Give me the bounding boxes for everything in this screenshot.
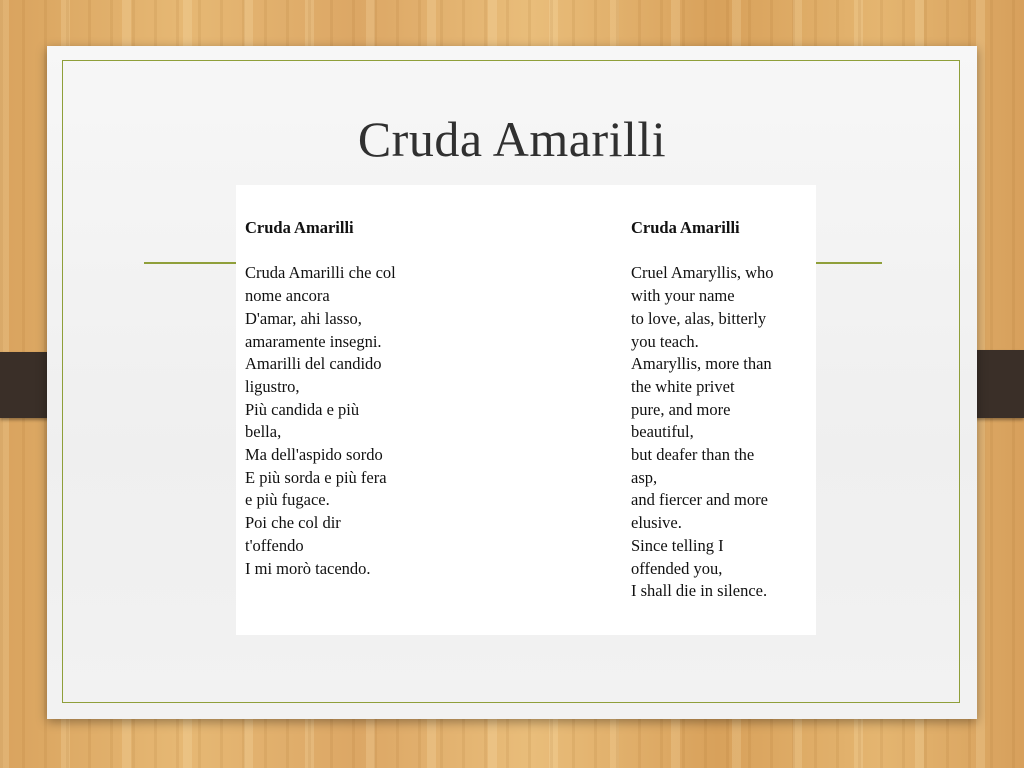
english-line: offended you, xyxy=(631,558,723,578)
accent-rule-left xyxy=(144,262,239,264)
english-line: asp, xyxy=(631,467,658,487)
italian-line: D'amar, ahi lasso, xyxy=(245,308,362,328)
english-line: you teach. xyxy=(631,331,699,351)
english-line: the white privet xyxy=(631,376,735,396)
italian-line: bella, xyxy=(245,422,282,442)
italian-line: Cruda Amarilli che col xyxy=(245,263,396,283)
italian-heading: Cruda Amarilli xyxy=(245,218,354,237)
english-line: but deafer than the xyxy=(631,445,755,465)
english-line: Since telling I xyxy=(631,535,724,555)
english-heading: Cruda Amarilli xyxy=(631,218,740,237)
english-line: and fiercer and more xyxy=(631,490,768,510)
english-line: I shall die in silence. xyxy=(631,581,768,601)
english-line: pure, and more xyxy=(631,399,731,419)
lyrics-text-box xyxy=(236,185,816,635)
english-line: Cruel Amaryllis, who xyxy=(631,263,774,283)
slide-title: Cruda Amarilli xyxy=(357,111,667,167)
italian-line: Poi che col dir xyxy=(245,513,341,533)
english-line: with your name xyxy=(631,286,735,306)
english-lyrics-column xyxy=(631,217,811,603)
italian-line: E più sorda e più fera xyxy=(245,467,387,487)
italian-line: ligustro, xyxy=(245,376,300,396)
italian-line: Più candida e più xyxy=(245,399,360,419)
english-line: beautiful, xyxy=(631,422,694,442)
english-line: elusive. xyxy=(631,513,682,533)
english-line: to love, alas, bitterly xyxy=(631,308,767,328)
italian-lyrics-column xyxy=(245,217,425,580)
italian-line: nome ancora xyxy=(245,286,330,306)
italian-line: e più fugace. xyxy=(245,490,330,510)
italian-line: I mi morò tacendo. xyxy=(245,558,371,578)
italian-line: Amarilli del candido xyxy=(245,354,382,374)
italian-line: amaramente insegni. xyxy=(245,331,382,351)
italian-line: t'offendo xyxy=(245,535,304,555)
italian-line: Ma dell'aspido sordo xyxy=(245,445,383,465)
english-line: Amaryllis, more than xyxy=(631,354,772,374)
slide xyxy=(47,46,977,719)
accent-rule-right xyxy=(812,262,882,264)
